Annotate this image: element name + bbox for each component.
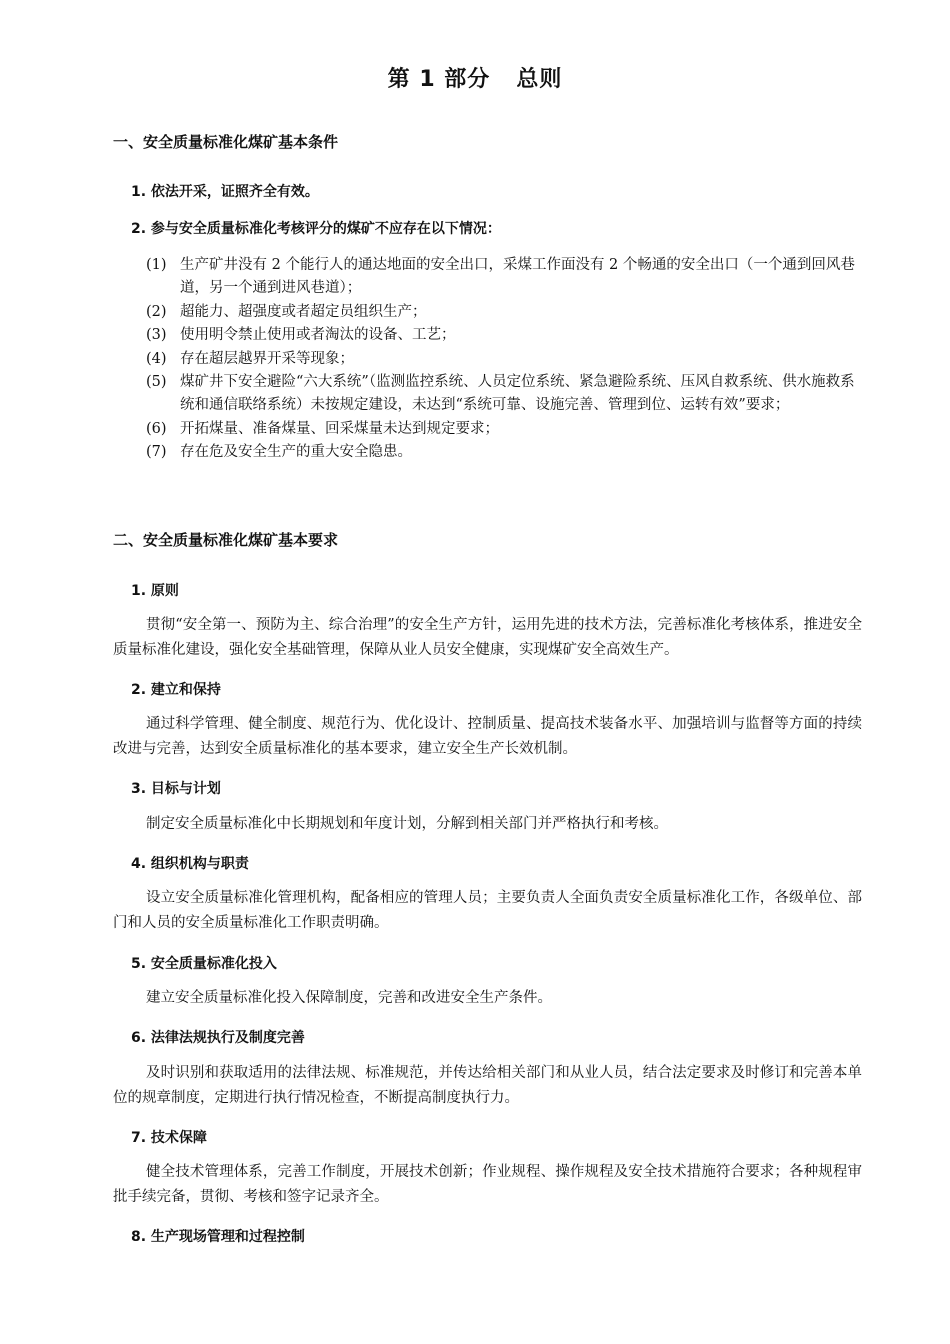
paragraph-technical-support: 健全技术管理体系，完善工作制度，开展技术创新；作业规程、操作规程及安全技术措施符合要求；各种规程审批手续完备，贯彻、考核和签字记录齐全。 bbox=[113, 1164, 862, 1205]
list-item: (1) 生产矿井没有 2 个能行人的通达地面的安全出口，采煤工作面没有 2 个畅通的安全出口（一个通到回风巷道，另一个通到进风巷道）； bbox=[146, 257, 855, 297]
section-heading-basic-requirements: 二、安全质量标准化煤矿基本要求 bbox=[113, 531, 339, 549]
paragraph-principle: 贯彻“安全第一、预防为主、综合治理”的安全生产方针，运用先进的技术方法，完善标准化考核体系，推进安全质量标准化建设，强化安全基础管理，保障从业人员安全健康，实现煤矿安全高效生产。 bbox=[113, 617, 862, 658]
conditions-list bbox=[146, 254, 862, 465]
paragraph-establish-maintain: 通过科学管理、健全制度、规范行为、优化设计、控制质量、提高技术装备水平、加强培训与监督等方面的持续改进与完善，达到安全质量标准化的基本要求，建立安全生产长效机制。 bbox=[113, 716, 862, 757]
subheading-legal-mining: 1. 依法开采，证照齐全有效。 bbox=[131, 184, 319, 200]
list-item: (6) 开拓煤量、准备煤量、回采煤量未达到规定要求； bbox=[146, 420, 499, 437]
subheading-principle: 1. 原则 bbox=[131, 583, 179, 599]
list-item: (2) 超能力、超强度或者超定员组织生产； bbox=[146, 303, 427, 320]
subheading-exclusion-conditions: 2. 参与安全质量标准化考核评分的煤矿不应存在以下情况： bbox=[131, 221, 501, 237]
subheading-investment: 5. 安全质量标准化投入 bbox=[131, 956, 277, 972]
paragraph-investment: 建立安全质量标准化投入保障制度，完善和改进安全生产条件。 bbox=[146, 990, 552, 1006]
list-item: (4) 存在超层越界开采等现象； bbox=[146, 350, 354, 367]
title-name: 总则 bbox=[516, 67, 563, 92]
subheading-goals-plans: 3. 目标与计划 bbox=[131, 781, 221, 797]
subheading-laws-regulations: 6. 法律法规执行及制度完善 bbox=[131, 1030, 305, 1046]
subheading-organization-duties: 4. 组织机构与职责 bbox=[131, 856, 249, 872]
title-part: 第 1 部分 bbox=[387, 67, 491, 92]
paragraph-organization-duties: 设立安全质量标准化管理机构，配备相应的管理人员；主要负责人全面负责安全质量标准化工作，各级单位、部门和人员的安全质量标准化工作职责明确。 bbox=[113, 890, 862, 931]
section-heading-basic-conditions: 一、安全质量标准化煤矿基本条件 bbox=[113, 133, 339, 151]
subheading-establish-maintain: 2. 建立和保持 bbox=[131, 682, 221, 698]
paragraph-goals-plans: 制定安全质量标准化中长期规划和年度计划，分解到相关部门并严格执行和考核。 bbox=[146, 816, 668, 832]
list-item: (3) 使用明令禁止使用或者淘汰的设备、工艺； bbox=[146, 327, 456, 344]
list-item: (5) 煤矿井下安全避险“六大系统”（监测监控系统、人员定位系统、紧急避险系统、压风自救系统、供水施救系统和通信联络系统）未按规定建设，未达到“系统可靠、设施完善、管理到位、运转有效”要求； bbox=[146, 374, 855, 414]
page-title bbox=[0, 62, 950, 93]
paragraph-laws-regulations: 及时识别和获取适用的法律法规、标准规范，并传达给相关部门和从业人员，结合法定要求及时修订和完善本单位的规章制度，定期进行执行情况检查，不断提高制度执行力。 bbox=[113, 1065, 862, 1106]
subheading-technical-support: 7. 技术保障 bbox=[131, 1130, 207, 1146]
list-item: (7) 存在危及安全生产的重大安全隐患。 bbox=[146, 444, 412, 461]
subheading-site-management: 8. 生产现场管理和过程控制 bbox=[131, 1229, 305, 1245]
